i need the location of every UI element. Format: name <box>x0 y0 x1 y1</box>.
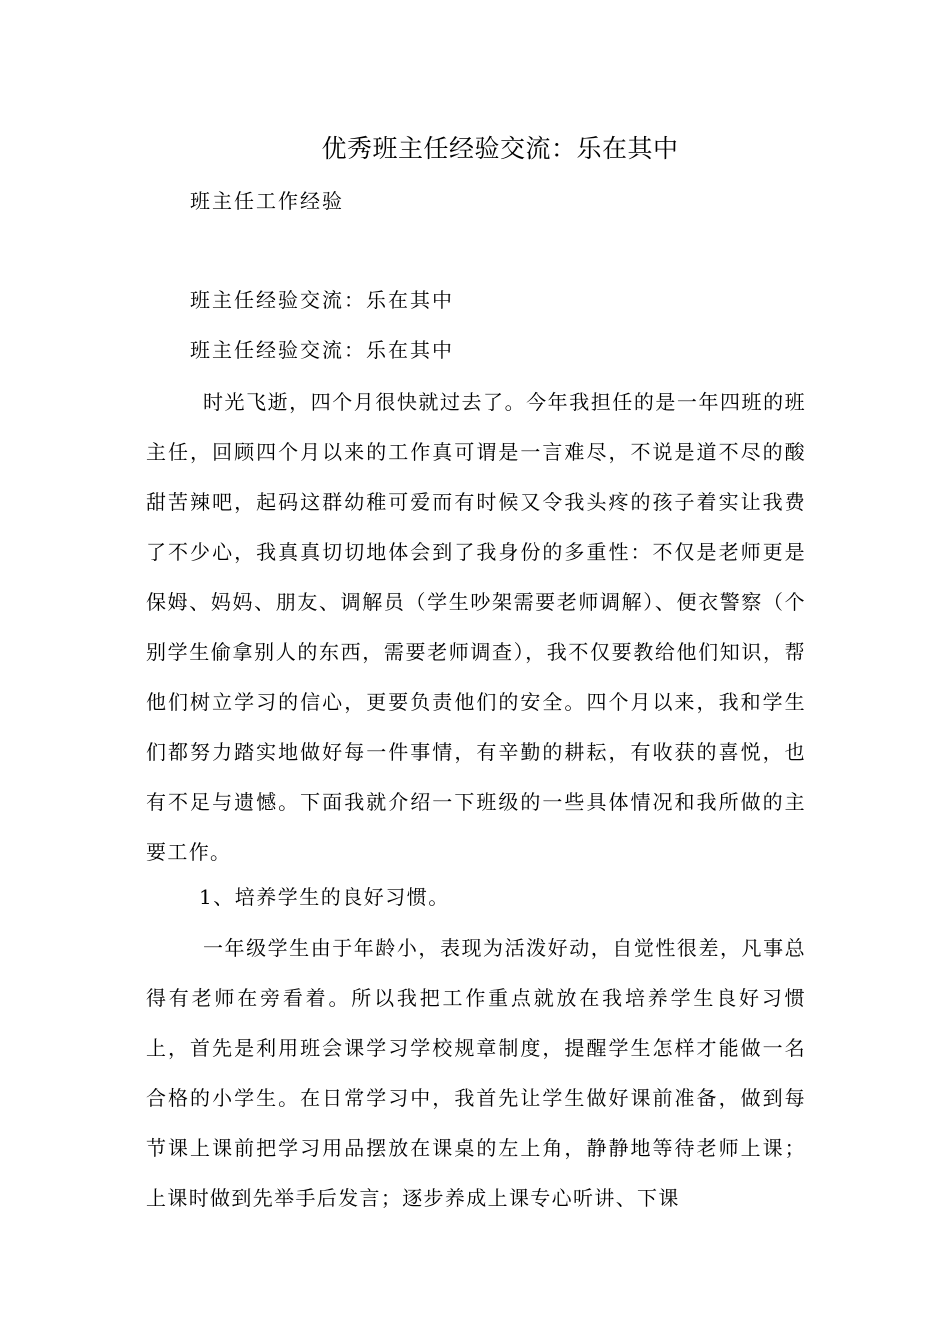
subtitle-line-1: 班主任经验交流：乐在其中 <box>190 288 454 312</box>
subtitle-line-2: 班主任经验交流：乐在其中 <box>190 338 454 362</box>
habits-paragraph: 一年级学生由于年龄小，表现为活泼好动，自觉性很差，凡事总得有老师在旁看着。所以我把工作重点就放在我培养学生良好习惯上，首先是利用班会课学习学校规章制度，提醒学生怎样才能做一名合格的小学生。在日常学习中，我首先让学生做好课前准备，做到每节课上课前把学习用品摆放在课桌的左上角，静静地等待老师上课；上课时做到先举手后发言；逐步养成上课专心听讲、下课 <box>146 936 806 1210</box>
document-title: 优秀班主任经验交流：乐在其中 <box>321 134 679 163</box>
section-heading-habits: 1、培养学生的良好习惯。 <box>199 885 450 909</box>
category-label: 班主任工作经验 <box>190 189 344 213</box>
intro-paragraph: 时光飞逝，四个月很快就过去了。今年我担任的是一年四班的班主任，回顾四个月以来的工作真可谓是一言难尽，不说是道不尽的酸甜苦辣吧，起码这群幼稚可爱而有时候又令我头疼的孩子着实让我费了不少心，我真真切切地体会到了我身份的多重性：不仅是老师更是保姆、妈妈、朋友、调解员（学生吵架需要老师调解）、便衣警察（个别学生偷拿别人的东西，需要老师调查），我不仅要教给他们知识，帮他们树立学习的信心，更要负责他们的安全。四个月以来，我和学生们都努力踏实地做好每一件事情，有辛勤的耕耘，有收获的喜悦，也有不足与遗憾。下面我就介绍一下班级的一些具体情况和我所做的主要工作。 <box>146 390 806 864</box>
